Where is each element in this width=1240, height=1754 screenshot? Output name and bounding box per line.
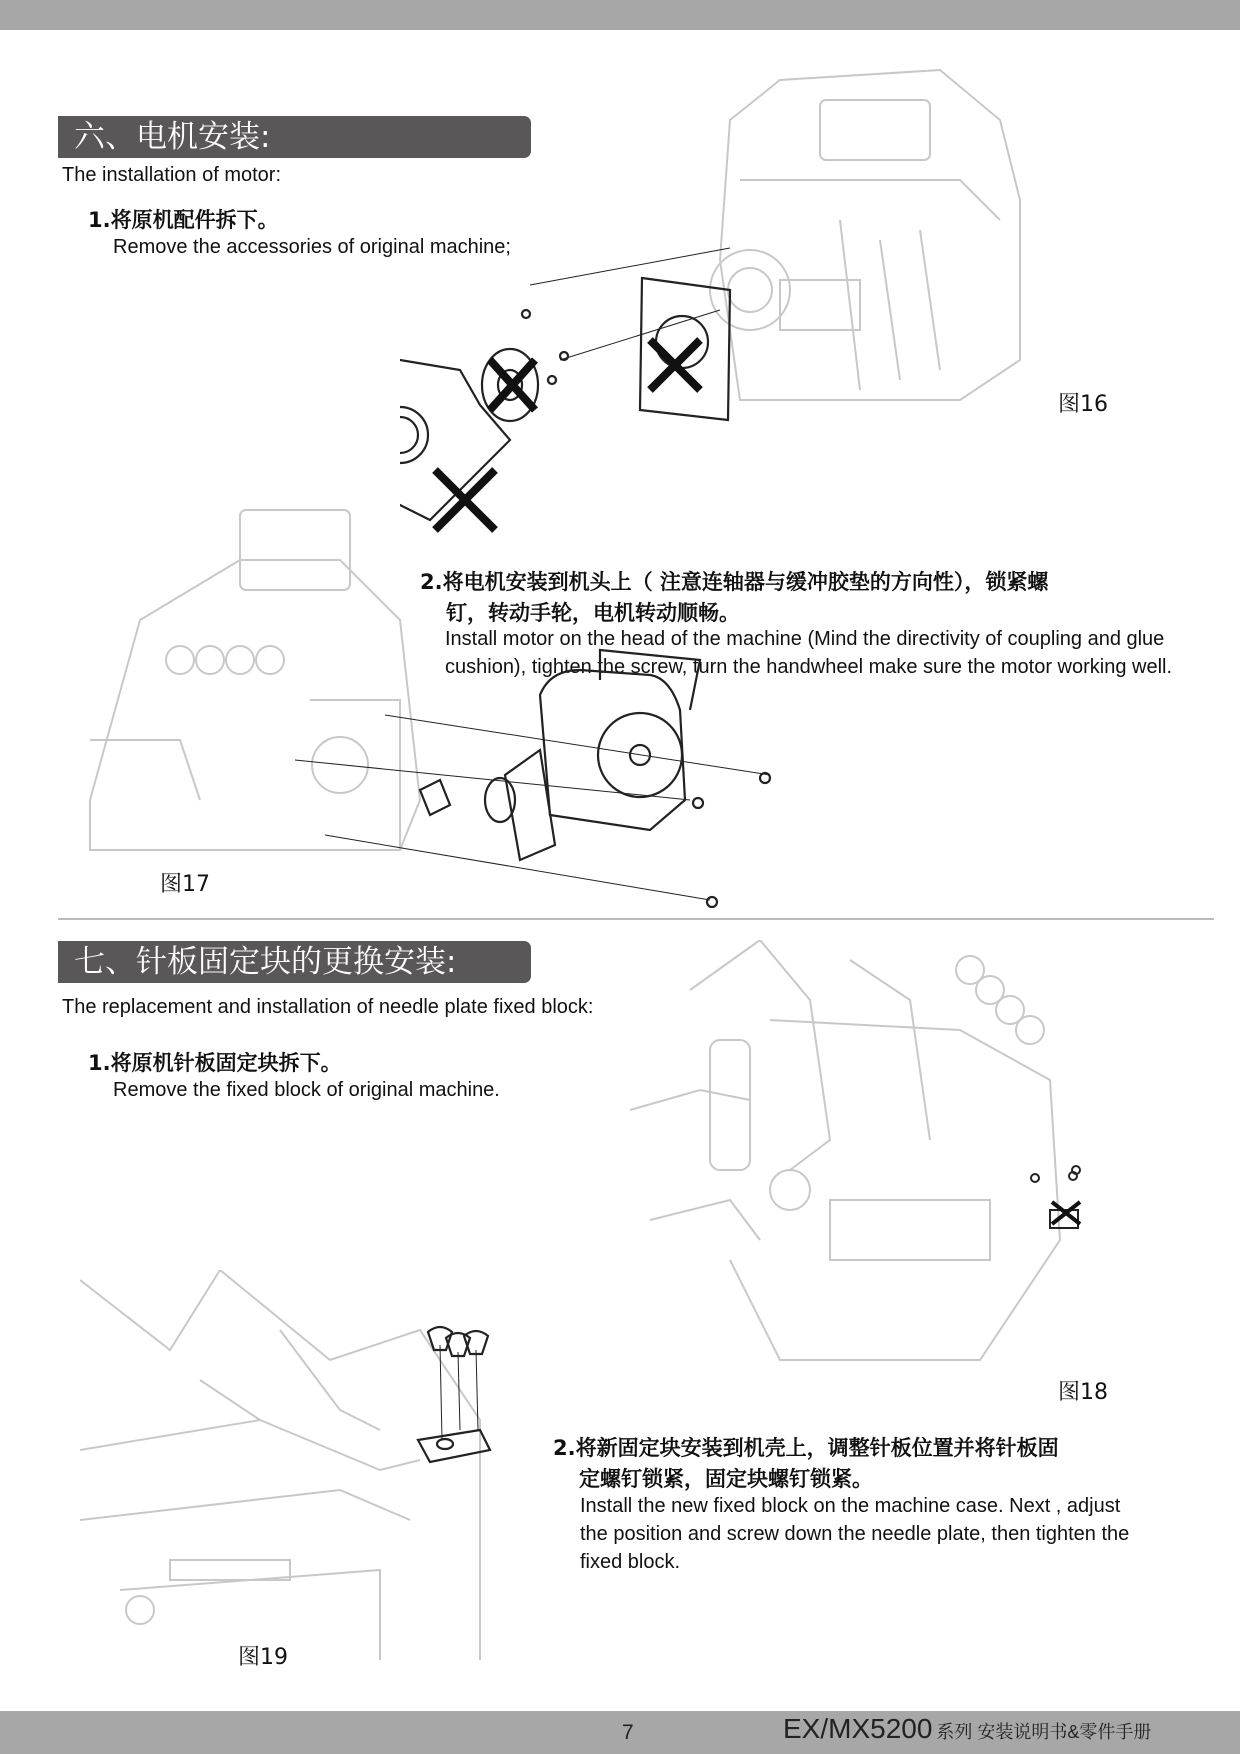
section-6-step1-zh: 1.将原机配件拆下。 bbox=[88, 208, 279, 232]
section-7-subtitle: The replacement and installation of needle plate fixed block: bbox=[62, 996, 594, 1018]
figure-18-label: 图18 bbox=[1058, 1380, 1108, 1405]
section-6-step1-en: Remove the accessories of original machine; bbox=[113, 236, 511, 258]
figure-17-illustration bbox=[80, 500, 780, 910]
section-divider bbox=[58, 918, 1214, 920]
figure-16-illustration bbox=[400, 60, 1040, 540]
section-7-heading: 七、针板固定块的更换安装: bbox=[58, 941, 531, 983]
figure-16-label: 图16 bbox=[1058, 392, 1108, 417]
section-6-step2-zh-line2: 钉，转动手轮，电机转动顺畅。 bbox=[446, 601, 740, 625]
section-6-step2-en: Install motor on the head of the machine (Mind the directivity of coupling and glue cushion), tighten the screw, turn the handwheel make sure the motor working well. bbox=[445, 628, 1173, 678]
page-number: 7 bbox=[622, 1721, 634, 1744]
section-7-step2-en: Install the new fixed block on the machine case. Next , adjust the position and screw down the needle plate, then tighten the fixed block. bbox=[580, 1495, 1130, 1573]
section-7-step2-zh-line2: 定螺钉锁紧，固定块螺钉锁紧。 bbox=[579, 1467, 873, 1491]
section-6-step2-zh-line1: 2.将电机安装到机头上（ 注意连轴器与缓冲胶垫的方向性），锁紧螺 bbox=[420, 570, 1049, 594]
figure-19-illustration bbox=[80, 1270, 510, 1660]
section-6-heading: 六、电机安装: bbox=[58, 116, 531, 158]
figure-18-illustration bbox=[630, 940, 1100, 1380]
footer-doc-title: 系列 安装说明书&零件手册 bbox=[936, 1722, 1152, 1742]
footer-model: EX/MX5200 bbox=[783, 1713, 933, 1744]
figure-19-label: 图19 bbox=[238, 1645, 288, 1670]
top-bar bbox=[0, 0, 1240, 30]
section-7-step2-zh-line1: 2.将新固定块安装到机壳上，调整针板位置并将针板固 bbox=[553, 1436, 1059, 1460]
section-7-step1-zh: 1.将原机针板固定块拆下。 bbox=[88, 1051, 342, 1075]
section-6-subtitle: The installation of motor: bbox=[62, 164, 281, 186]
footer-title bbox=[783, 1713, 1151, 1745]
section-7-step1-en: Remove the fixed block of original machine. bbox=[113, 1079, 500, 1101]
figure-17-label: 图17 bbox=[160, 872, 210, 897]
